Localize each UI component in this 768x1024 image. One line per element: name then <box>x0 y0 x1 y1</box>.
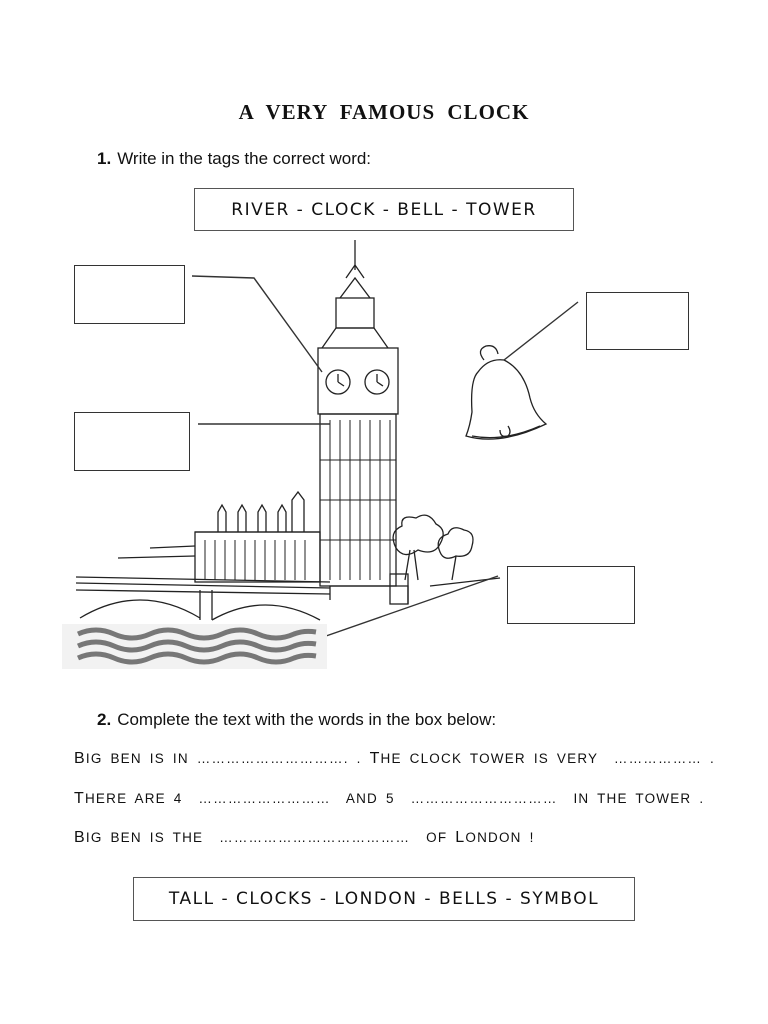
sentence-2-text-b: AND 5 <box>330 791 411 806</box>
sentence-2-end: . <box>691 791 705 806</box>
blank-tall[interactable]: ……………… <box>613 751 703 766</box>
question-2 <box>97 710 496 730</box>
sentence-3-text-b: OF <box>410 830 456 845</box>
sentence-1-cap-2: T <box>369 750 381 767</box>
word-box-2: TALL - CLOCKS - LONDON - BELLS - SYMBOL <box>133 877 635 921</box>
sentence-1-cap: B <box>74 750 86 767</box>
question-1-number: 1. <box>97 149 112 168</box>
parliament-drawing <box>118 492 320 582</box>
question-1-text: Write in the tags the correct word: <box>117 149 372 168</box>
tag-box-bell[interactable] <box>586 292 689 350</box>
blank-london[interactable]: …………………………. <box>196 751 349 766</box>
sentence-2-text-a: HERE ARE 4 <box>84 791 199 806</box>
blank-clocks[interactable]: ……………………… <box>198 791 331 806</box>
worksheet-title: A VERY FAMOUS CLOCK <box>238 100 530 124</box>
blank-bells[interactable]: ………………………… <box>410 791 558 806</box>
sentence-3-cap-2: L <box>455 829 466 846</box>
question-1 <box>97 149 371 169</box>
sentence-1-end: . <box>702 751 716 766</box>
trees-drawing <box>393 515 500 586</box>
tag-box-river[interactable] <box>507 566 635 624</box>
sentence-3-cap: B <box>74 829 86 846</box>
tag-box-middle-left[interactable] <box>74 412 190 471</box>
blank-symbol[interactable]: ………………………………… <box>219 830 411 845</box>
question-2-number: 2. <box>97 710 112 729</box>
sentence-1-text-a: IG BEN IS IN <box>85 751 197 766</box>
sentence-3-text-a: IG BEN IS THE <box>85 830 220 845</box>
sentence-3-text-c: ONDON <box>465 830 522 845</box>
tag-box-top-left[interactable] <box>74 265 185 324</box>
sentence-1-text-b: . <box>348 751 370 766</box>
sentence-1 <box>74 750 715 768</box>
sentence-2-cap: T <box>74 790 85 807</box>
sentence-3-end: ! <box>521 830 535 845</box>
sentence-2-text-c: IN THE TOWER <box>557 791 692 806</box>
sentence-3 <box>74 829 535 847</box>
clock-tower-drawing <box>318 240 408 604</box>
bell-drawing <box>466 346 546 439</box>
word-box-1: RIVER - CLOCK - BELL - TOWER <box>194 188 574 231</box>
bridge-drawing <box>76 577 330 620</box>
sentence-1-text-c: HE CLOCK TOWER IS VERY <box>380 751 614 766</box>
sentence-2 <box>74 790 704 808</box>
question-2-text: Complete the text with the words in the box below: <box>117 710 497 729</box>
